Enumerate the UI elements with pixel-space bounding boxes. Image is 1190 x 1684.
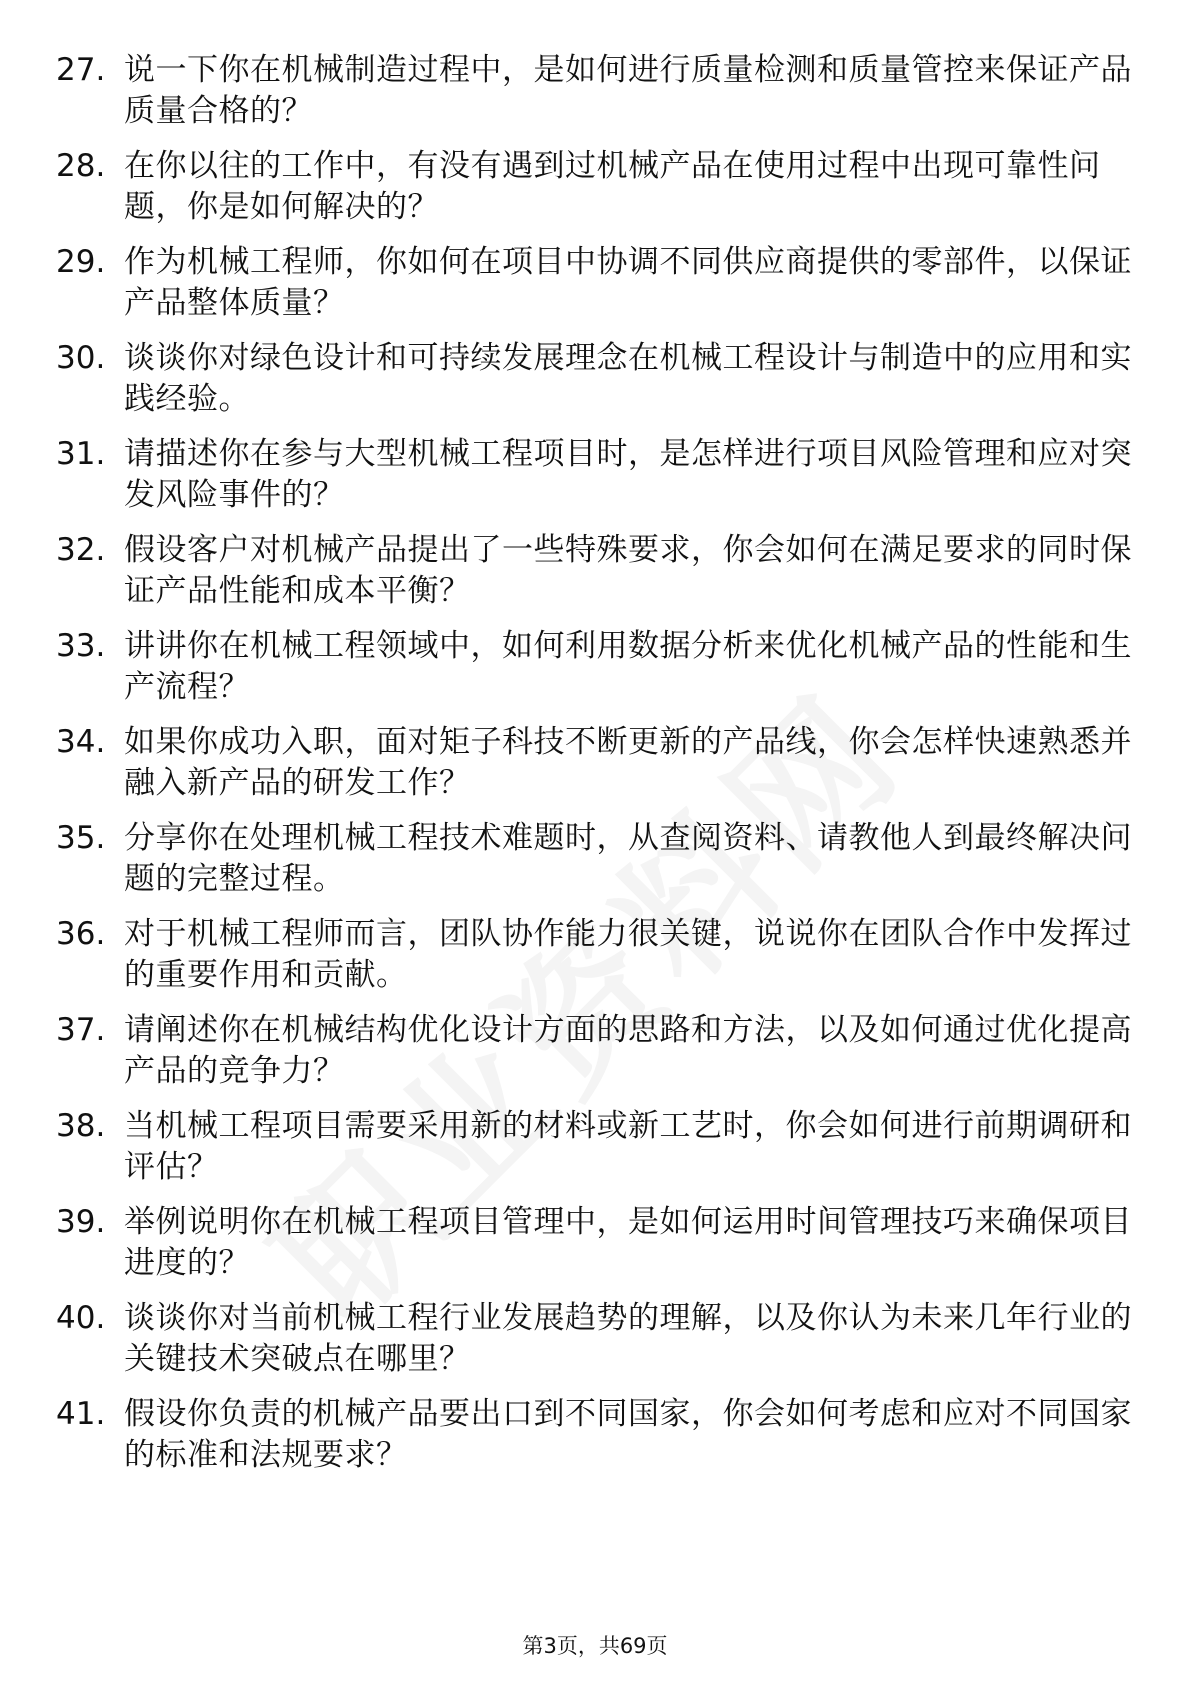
list-item <box>56 242 1136 324</box>
question-number: 30. <box>56 340 106 376</box>
question-text: 举例说明你在机械工程项目管理中，是如何运用时间管理技巧来确保项目进度的？ <box>124 1204 1132 1281</box>
question-number: 32. <box>56 532 106 568</box>
question-text: 假设客户对机械产品提出了一些特殊要求，你会如何在满足要求的同时保证产品性能和成本平衡？ <box>124 532 1132 609</box>
list-item <box>56 722 1136 804</box>
question-text: 讲讲你在机械工程领域中，如何利用数据分析来优化机械产品的性能和生产流程？ <box>124 628 1132 705</box>
question-number: 27. <box>56 52 106 88</box>
list-item <box>56 1394 1136 1476</box>
list-item <box>56 1298 1136 1380</box>
question-number: 37. <box>56 1012 106 1048</box>
list-item <box>56 818 1136 900</box>
question-text: 说一下你在机械制造过程中，是如何进行质量检测和质量管控来保证产品质量合格的？ <box>124 52 1132 129</box>
question-list <box>56 50 1136 1490</box>
question-text: 当机械工程项目需要采用新的材料或新工艺时，你会如何进行前期调研和评估？ <box>124 1108 1132 1185</box>
list-item <box>56 50 1136 132</box>
question-number: 33. <box>56 628 106 664</box>
question-text: 对于机械工程师而言，团队协作能力很关键，说说你在团队合作中发挥过的重要作用和贡献。 <box>124 916 1132 993</box>
question-text: 假设你负责的机械产品要出口到不同国家，你会如何考虑和应对不同国家的标准和法规要求？ <box>124 1396 1132 1473</box>
question-text: 请阐述你在机械结构优化设计方面的思路和方法，以及如何通过优化提高产品的竞争力？ <box>124 1012 1132 1089</box>
question-number: 31. <box>56 436 106 472</box>
list-item <box>56 914 1136 996</box>
question-text: 作为机械工程师，你如何在项目中协调不同供应商提供的零部件，以保证产品整体质量？ <box>124 244 1132 321</box>
question-number: 35. <box>56 820 106 856</box>
list-item <box>56 530 1136 612</box>
question-number: 28. <box>56 148 106 184</box>
question-number: 29. <box>56 244 106 280</box>
question-text: 谈谈你对绿色设计和可持续发展理念在机械工程设计与制造中的应用和实践经验。 <box>124 340 1132 417</box>
list-item <box>56 626 1136 708</box>
question-text: 谈谈你对当前机械工程行业发展趋势的理解，以及你认为未来几年行业的关键技术突破点在哪里？ <box>124 1300 1132 1377</box>
page-number: 第3页，共69页 <box>522 1634 668 1658</box>
question-text: 在你以往的工作中，有没有遇到过机械产品在使用过程中出现可靠性问题，你是如何解决的？ <box>124 148 1101 225</box>
list-item <box>56 1202 1136 1284</box>
question-text: 如果你成功入职，面对矩子科技不断更新的产品线，你会怎样快速熟悉并融入新产品的研发工作？ <box>124 724 1132 801</box>
question-number: 39. <box>56 1204 106 1240</box>
list-item <box>56 434 1136 516</box>
question-number: 38. <box>56 1108 106 1144</box>
question-number: 36. <box>56 916 106 952</box>
list-item <box>56 338 1136 420</box>
page-footer <box>0 1630 1190 1660</box>
list-item <box>56 146 1136 228</box>
list-item <box>56 1106 1136 1188</box>
list-item <box>56 1010 1136 1092</box>
question-number: 41. <box>56 1396 106 1432</box>
question-text: 分享你在处理机械工程技术难题时，从查阅资料、请教他人到最终解决问题的完整过程。 <box>124 820 1132 897</box>
question-text: 请描述你在参与大型机械工程项目时，是怎样进行项目风险管理和应对突发风险事件的？ <box>124 436 1132 513</box>
question-number: 34. <box>56 724 106 760</box>
question-number: 40. <box>56 1300 106 1336</box>
